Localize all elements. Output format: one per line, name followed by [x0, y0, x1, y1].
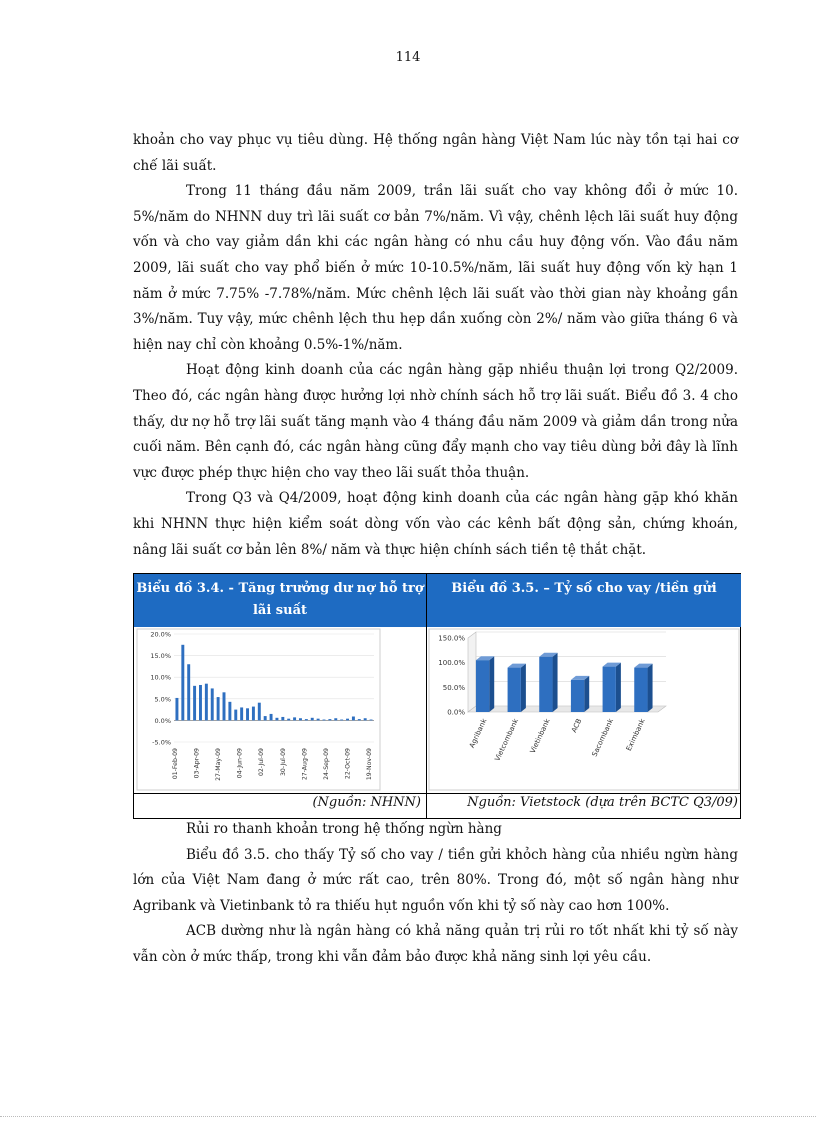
bar: [217, 697, 220, 720]
bar: [340, 720, 343, 721]
bar: [323, 720, 326, 721]
body-text-top: [133, 128, 738, 563]
x-tick-label: 01-Feb-09: [172, 748, 179, 780]
y-tick-label: 100.0%: [438, 659, 465, 668]
figure-table: [133, 573, 741, 819]
x-category-label: Vietinbank: [528, 717, 552, 755]
x-category-label: Eximbank: [624, 717, 647, 753]
bar: [334, 718, 337, 720]
bar: [287, 719, 290, 721]
chart-right-container: [428, 628, 740, 795]
y-tick-label: 5.0%: [154, 695, 171, 704]
bar: [305, 719, 308, 720]
bar: [223, 692, 226, 720]
bar: [246, 708, 249, 720]
x-tick-label: 27-Aug-09: [301, 748, 309, 781]
figure-right-title: Biểu đồ 3.5. – Tỷ số cho vay /tiền gửi: [427, 574, 741, 627]
x-tick-label: 22-Oct-09: [344, 748, 352, 780]
bar: [275, 718, 278, 721]
x-tick-label: 19-Nov-09: [366, 748, 373, 781]
paragraph: Biểu đồ 3.5. cho thấy Tỷ số cho vay / tiền gửi khỏch hàng của nhiều ngừn hàng lớn của Việt Nam đang ở mức rất cao, trên 80%. Trong đó, một số ngân hàng như Agribank và Vietinbank tỏ ra thiếu hụt nguồn vốn khi tỷ số này cao hơn 100%.: [133, 846, 738, 914]
y-tick-label: 0.0%: [447, 708, 465, 717]
bar: [358, 719, 361, 720]
page-number: 114: [395, 50, 421, 65]
paragraph: Rủi ro thanh khoản trong hệ thống ngừn hàng: [186, 821, 502, 837]
bar: [181, 645, 184, 721]
bar: [264, 716, 267, 720]
bar: [175, 698, 178, 720]
y-tick-label: 10.0%: [150, 673, 171, 682]
bar: [270, 714, 273, 720]
bar: [571, 680, 584, 712]
bar: [352, 717, 355, 721]
bar: [346, 719, 349, 721]
bar: [211, 688, 214, 720]
y-tick-label: 15.0%: [150, 652, 171, 661]
y-tick-label: -5.0%: [152, 738, 171, 747]
bar: [317, 719, 320, 721]
x-category-label: Vietcombank: [493, 717, 521, 763]
x-tick-label: 03-Apr-09: [193, 748, 201, 779]
bar: [281, 717, 284, 720]
bar: [228, 702, 231, 721]
bar-side: [553, 653, 558, 712]
bar: [328, 719, 331, 720]
chart-right: [428, 628, 740, 791]
paragraph: ACB dường như là ngân hàng có khả năng quản trị rủi ro tốt nhất khi tỷ số này vẫn còn ở mức thấp, trong khi vẫn đảm bảo được khả năng sinh lợi yêu cầu.: [133, 923, 738, 965]
paragraph: Hoạt động kinh doanh của các ngân hàng gặp nhiều thuận lợi trong Q2/2009. Theo đó, các ngân hàng được hưởng lợi nhờ chính sách hỗ trợ lãi suất. Biểu đồ 3. 4 cho thấy, dư nợ hỗ trợ lãi suất tăng mạnh vào 4 tháng đầu năm 2009 và giảm dần trong nửa cuối năm. Bên cạnh đó, các ngân hàng cũng đẩy mạnh cho vay tiêu dùng bởi đây là lĩnh vực được phép thực hiện cho vay theo lãi suất thỏa thuận.: [133, 362, 738, 481]
bar: [193, 686, 196, 721]
bar: [364, 718, 367, 720]
bar-side: [616, 663, 621, 712]
chart-side-wall: [468, 632, 476, 712]
chart-left: [136, 628, 381, 791]
x-tick-label: 27-May-09: [215, 748, 223, 781]
paragraph: Trong 11 tháng đầu năm 2009, trần lãi suất cho vay không đổi ở mức 10. 5%/năm do NHNN duy trì lãi suất cơ bản 7%/năm. Vì vậy, chênh lệch lãi suất huy động vốn và cho vay giảm dần khi các ngân hàng có nhu cầu huy động vốn. Vào đầu năm 2009, lãi suất cho vay phổ biến ở mức 10-10.5%/năm, lãi suất huy động vốn kỳ hạn 1 năm ở mức 7.75% -7.78%/năm. Mức chênh lệch lãi suất vào thời gian này khoảng gần 3%/năm. Tuy vậy, mức chênh lệch thu hẹp dần xuống còn 2%/ năm vào giữa tháng 6 và hiện nay chỉ còn khoảng 0.5%-1%/năm.: [133, 183, 738, 353]
bar: [252, 707, 255, 721]
x-tick-label: 24-Sep-09: [322, 748, 330, 780]
paragraph: Trong Q3 và Q4/2009, hoạt động kinh doanh của các ngân hàng gặp khó khăn khi NHNN thực hiện kiểm soát dòng vốn vào các kênh bất động sản, chứng khoán, nâng lãi suất cơ bản lên 8%/ năm và thực hiện chính sách tiền tệ thắt chặt.: [133, 490, 738, 558]
y-tick-label: 150.0%: [438, 634, 465, 643]
bar: [205, 684, 208, 721]
figure-right-source: Nguồn: Vietstock (dựa trên BCTC Q3/09): [467, 795, 738, 810]
bar: [634, 668, 647, 712]
paragraph: khoản cho vay phục vụ tiêu dùng. Hệ thống ngân hàng Việt Nam lúc này tồn tại hai cơ chế lãi suất.: [133, 132, 738, 174]
bar: [234, 710, 237, 721]
bar: [240, 707, 243, 720]
bar-side: [521, 664, 526, 712]
bar-side: [648, 664, 653, 712]
x-tick-label: 02-Jul-09: [258, 748, 266, 777]
bar: [187, 664, 190, 720]
bar: [311, 718, 314, 721]
bar: [199, 685, 202, 720]
bar: [508, 668, 521, 712]
x-tick-label: 30-Jul-09: [279, 748, 287, 777]
bar: [258, 703, 261, 721]
bar-side: [489, 656, 494, 712]
x-category-label: Agribank: [467, 717, 489, 750]
footer-rule: [0, 1116, 816, 1117]
bar: [539, 657, 552, 712]
bar-side: [584, 676, 589, 712]
table-divider: [426, 574, 427, 818]
bar: [299, 718, 302, 720]
body-text-bottom: [133, 817, 738, 971]
bar: [293, 717, 296, 720]
figure-left-source: (Nguồn: NHNN): [312, 795, 421, 810]
figure-left-title: Biểu đồ 3.4. - Tăng trưởng dư nợ hỗ trợ lãi suất: [134, 574, 426, 627]
y-tick-label: 0.0%: [154, 716, 171, 725]
chart-left-container: [136, 628, 381, 795]
x-category-label: ACB: [570, 717, 584, 734]
bar: [370, 720, 373, 721]
x-category-label: Sacombank: [590, 717, 616, 758]
x-tick-label: 04-Jun-09: [236, 748, 244, 779]
y-tick-label: 50.0%: [442, 683, 465, 692]
bar: [476, 660, 489, 712]
bar: [603, 667, 616, 712]
y-tick-label: 20.0%: [150, 630, 171, 639]
